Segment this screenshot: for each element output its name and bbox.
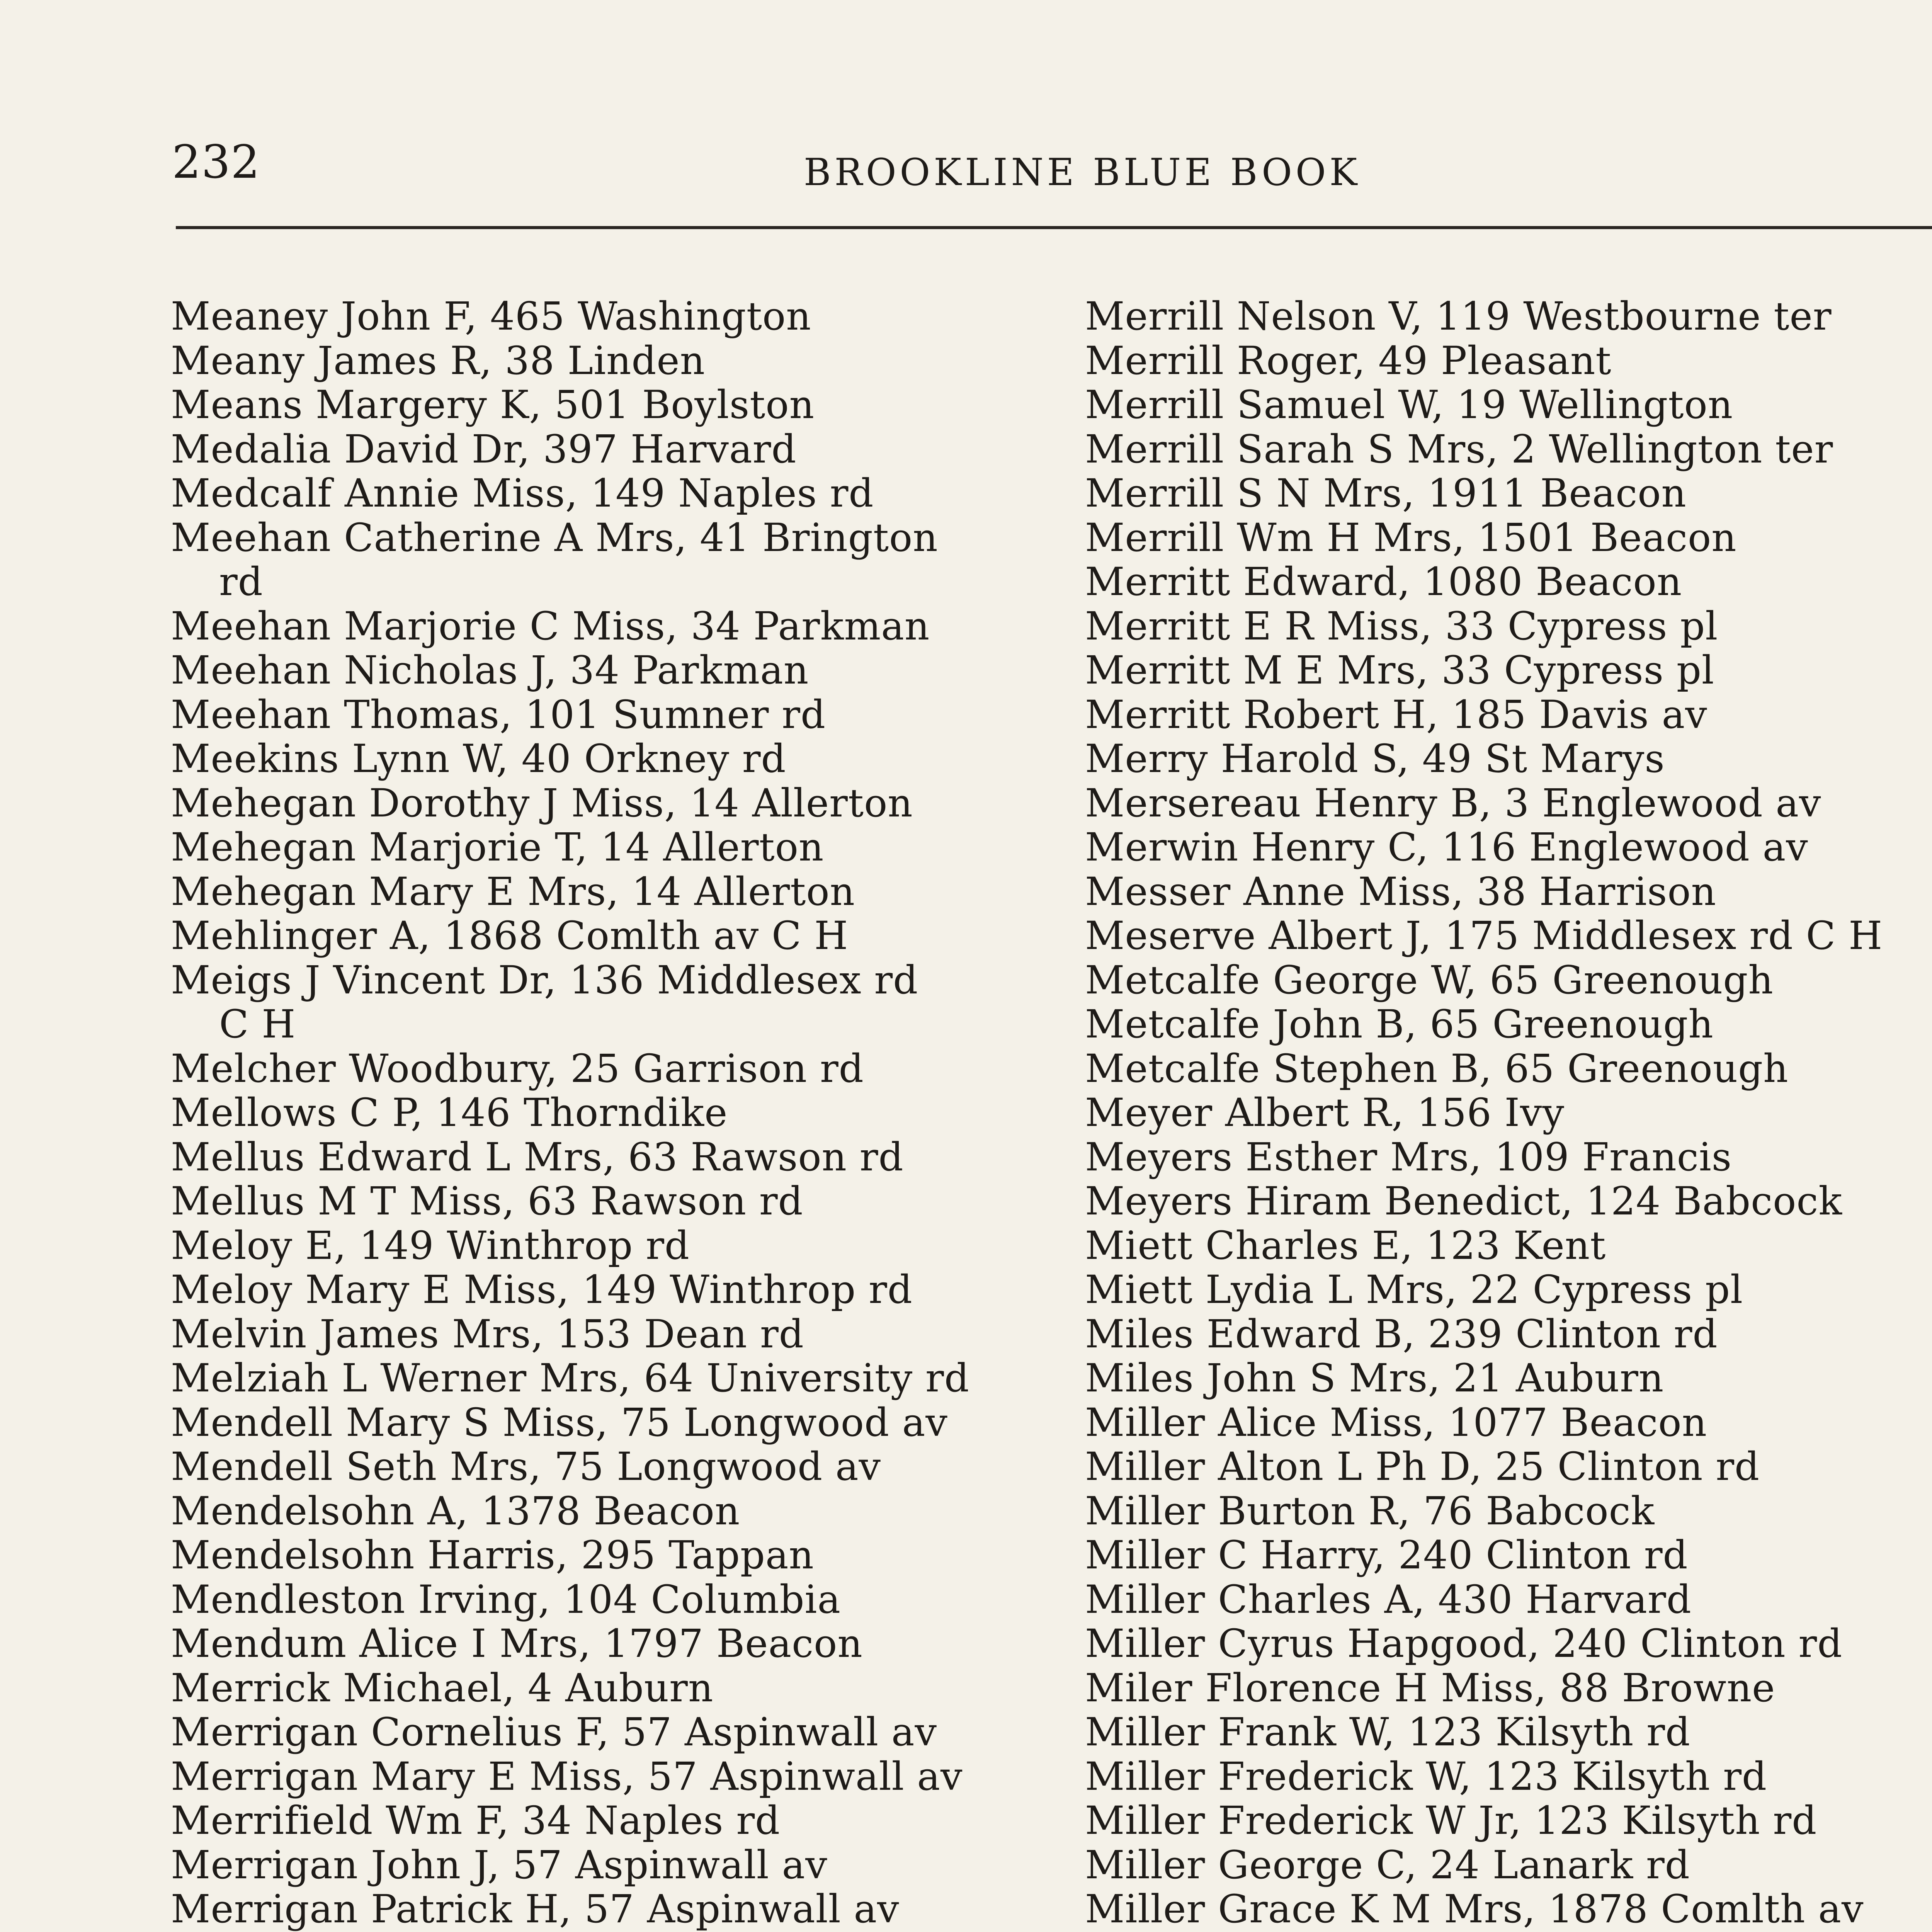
directory-entry: Mendelsohn Harris, 295 Tappan <box>171 1533 814 1578</box>
directory-entry: Mellus M T Miss, 63 Rawson rd <box>171 1179 803 1224</box>
directory-entry: Mellows C P, 146 Thorndike <box>171 1091 728 1135</box>
directory-entry: Miler Florence H Miss, 88 Browne <box>1085 1666 1776 1710</box>
directory-entry: Meserve Albert J, 175 Middlesex rd C H <box>1085 914 1883 958</box>
directory-entry: Mendell Seth Mrs, 75 Longwood av <box>171 1445 881 1489</box>
directory-entry: Miett Lydia L Mrs, 22 Cypress pl <box>1085 1268 1743 1312</box>
directory-entry: Miller C Harry, 240 Clinton rd <box>1085 1533 1688 1578</box>
directory-entry: Mehegan Mary E Mrs, 14 Allerton <box>171 869 855 914</box>
directory-entry: Miller Frank W, 123 Kilsyth rd <box>1085 1710 1690 1755</box>
directory-entry: Means Margery K, 501 Boylston <box>171 383 815 427</box>
directory-entry: Meehan Thomas, 101 Sumner rd <box>171 692 826 737</box>
directory-entry: Meehan Nicholas J, 34 Parkman <box>171 648 809 693</box>
directory-entry: Miller Charles A, 430 Harvard <box>1085 1577 1692 1622</box>
directory-entry: Meaney John F, 465 Washington <box>171 294 811 339</box>
directory-entry: Miller Alice Miss, 1077 Beacon <box>1085 1400 1708 1445</box>
directory-entry: Mendelsohn A, 1378 Beacon <box>171 1489 740 1533</box>
directory-entry: Mehlinger A, 1868 Comlth av C H <box>171 914 849 958</box>
directory-entry: Merrill S N Mrs, 1911 Beacon <box>1085 471 1687 516</box>
directory-entry: Mehegan Marjorie T, 14 Allerton <box>171 825 824 870</box>
directory-entry: Miller Grace K M Mrs, 1878 Comlth av <box>1085 1887 1864 1932</box>
directory-entry: Meyers Esther Mrs, 109 Francis <box>1085 1135 1732 1179</box>
directory-entry: Metcalfe Stephen B, 65 Greenough <box>1085 1046 1789 1091</box>
left-column <box>171 294 1060 1932</box>
directory-entry: Melziah L Werner Mrs, 64 University rd <box>171 1356 969 1401</box>
directory-entry: Merritt E R Miss, 33 Cypress pl <box>1085 604 1718 648</box>
directory-entry: Meigs J Vincent Dr, 136 Middlesex rd <box>171 958 918 1002</box>
header-rule <box>176 226 1932 229</box>
right-column <box>1085 294 1932 1932</box>
directory-entry: Merrigan Cornelius F, 57 Aspinwall av <box>171 1710 937 1755</box>
directory-entry: Merrifield Wm F, 34 Naples rd <box>171 1799 781 1843</box>
directory-entry: Meloy Mary E Miss, 149 Winthrop rd <box>171 1268 913 1312</box>
directory-entry: Merrigan Mary E Miss, 57 Aspinwall av <box>171 1754 963 1799</box>
directory-entry: Miles Edward B, 239 Clinton rd <box>1085 1312 1718 1356</box>
directory-entry: Mendleston Irving, 104 Columbia <box>171 1577 841 1622</box>
directory-entry: Merwin Henry C, 116 Englewood av <box>1085 825 1808 870</box>
directory-entry: Merrigan Patrick H, 57 Aspinwall av <box>171 1887 900 1932</box>
directory-entry: Miles John S Mrs, 21 Auburn <box>1085 1356 1664 1401</box>
directory-entry: Merritt Edward, 1080 Beacon <box>1085 560 1682 604</box>
directory-entry: Miller Frederick W, 123 Kilsyth rd <box>1085 1754 1767 1799</box>
directory-entry: Merrill Nelson V, 119 Westbourne ter <box>1085 294 1832 339</box>
directory-entry: Mendell Mary S Miss, 75 Longwood av <box>171 1400 948 1445</box>
directory-entry: Meloy E, 149 Winthrop rd <box>171 1223 690 1268</box>
directory-entry: Merrill Roger, 49 Pleasant <box>1085 338 1612 383</box>
directory-entry: Merrigan John J, 57 Aspinwall av <box>171 1843 828 1887</box>
directory-entry: Meekins Lynn W, 40 Orkney rd <box>171 737 786 781</box>
directory-entry: Merrill Samuel W, 19 Wellington <box>1085 383 1733 427</box>
directory-entry: Merrill Sarah S Mrs, 2 Wellington ter <box>1085 427 1833 471</box>
page-number: 232 <box>172 135 260 189</box>
directory-entry: Miett Charles E, 123 Kent <box>1085 1223 1606 1268</box>
directory-entry: Merrill Wm H Mrs, 1501 Beacon <box>1085 515 1737 560</box>
directory-entry: Melvin James Mrs, 153 Dean rd <box>171 1312 804 1356</box>
directory-entry: Meehan Catherine A Mrs, 41 Brington <box>171 515 938 560</box>
directory-entry: Miller George C, 24 Lanark rd <box>1085 1843 1690 1887</box>
directory-entry: Merry Harold S, 49 St Marys <box>1085 737 1665 781</box>
directory-entry: Meany James R, 38 Linden <box>171 338 705 383</box>
directory-entry: Miller Alton L Ph D, 25 Clinton rd <box>1085 1445 1760 1489</box>
directory-entry-continuation: C H <box>219 1002 296 1047</box>
directory-entry: Mersereau Henry B, 3 Englewood av <box>1085 781 1821 825</box>
directory-entry-continuation: rd <box>219 560 263 604</box>
directory-entry: Mehegan Dorothy J Miss, 14 Allerton <box>171 781 913 825</box>
directory-entry: Miller Cyrus Hapgood, 240 Clinton rd <box>1085 1622 1843 1666</box>
directory-entry: Merrick Michael, 4 Auburn <box>171 1666 714 1710</box>
running-title: BROOKLINE BLUE BOOK <box>804 151 1361 194</box>
directory-entry: Meehan Marjorie C Miss, 34 Parkman <box>171 604 930 648</box>
directory-entry: Mendum Alice I Mrs, 1797 Beacon <box>171 1622 863 1666</box>
directory-entry: Miller Frederick W Jr, 123 Kilsyth rd <box>1085 1799 1817 1843</box>
directory-entry: Merritt M E Mrs, 33 Cypress pl <box>1085 648 1714 693</box>
directory-entry: Meyer Albert R, 156 Ivy <box>1085 1091 1565 1135</box>
directory-entry: Medalia David Dr, 397 Harvard <box>171 427 797 471</box>
directory-entry: Miller Burton R, 76 Babcock <box>1085 1489 1655 1533</box>
directory-entry: Mellus Edward L Mrs, 63 Rawson rd <box>171 1135 904 1179</box>
directory-entry: Metcalfe George W, 65 Greenough <box>1085 958 1774 1002</box>
directory-entry: Messer Anne Miss, 38 Harrison <box>1085 869 1716 914</box>
directory-entry: Metcalfe John B, 65 Greenough <box>1085 1002 1714 1047</box>
directory-entry: Merritt Robert H, 185 Davis av <box>1085 692 1708 737</box>
directory-entry: Meyers Hiram Benedict, 124 Babcock <box>1085 1179 1842 1224</box>
directory-entry: Melcher Woodbury, 25 Garrison rd <box>171 1046 864 1091</box>
directory-entry: Medcalf Annie Miss, 149 Naples rd <box>171 471 874 516</box>
